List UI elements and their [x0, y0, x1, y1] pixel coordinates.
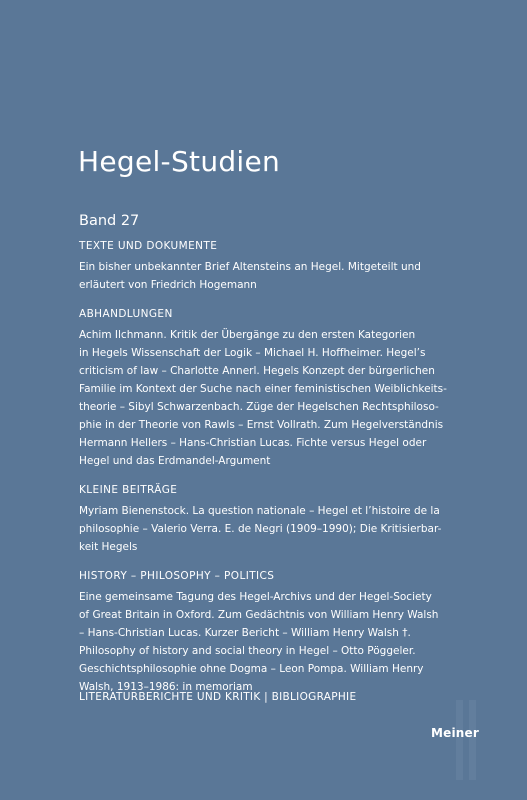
- contents-line: phie in der Theorie von Rawls – Ernst Vollrath. Zum Hegelverständnis: [79, 419, 444, 431]
- contents-line: of Great Britain in Oxford. Zum Gedächtnis von William Henry Walsh: [79, 609, 439, 621]
- contents-line: Achim Ilchmann. Kritik der Übergänge zu den ersten Kategorien: [79, 329, 416, 341]
- section-heading: ABHANDLUNGEN: [79, 308, 173, 320]
- contents-line: – Hans-Christian Lucas. Kurzer Bericht – William Henry Walsh †.: [79, 627, 411, 639]
- section-heading: HISTORY – PHILOSOPHY – POLITICS: [79, 570, 275, 582]
- book-title: Hegel-Studien: [78, 145, 281, 178]
- contents-line: theorie – Sibyl Schwarzenbach. Züge der Hegelschen Rechtsphiloso-: [79, 401, 439, 413]
- contents-line: Familie im Kontext der Suche nach einer feministischen Weiblichkeits-: [79, 383, 447, 395]
- section-abhandlungen: [79, 306, 499, 470]
- contents-line: philosophie – Valerio Verra. E. de Negri (1909–1990); Die Kritisierbar-: [79, 523, 442, 535]
- section-history-philosophy-politics: [79, 568, 499, 696]
- footer-sections: LITERATURBERICHTE UND KRITIK | BIBLIOGRAPHIE: [79, 691, 357, 703]
- contents-line: in Hegels Wissenschaft der Logik – Michael H. Hoffheimer. Hegel’s: [79, 347, 426, 359]
- contents-line: criticism of law – Charlotte Annerl. Hegels Konzept der bürgerlichen: [79, 365, 435, 377]
- contents-line: Ein bisher unbekannter Brief Altensteins an Hegel. Mitgeteilt und: [79, 261, 421, 273]
- contents-line: Hegel und das Erdmandel-Argument: [79, 455, 271, 467]
- publisher-logo: Meiner: [431, 726, 479, 740]
- table-of-contents: [79, 238, 499, 708]
- section-kleine-beitraege: [79, 482, 499, 556]
- section-heading: KLEINE BEITRÄGE: [79, 484, 178, 496]
- section-heading: TEXTE UND DOKUMENTE: [79, 240, 218, 252]
- contents-line: Geschichtsphilosophie ohne Dogma – Leon Pompa. William Henry: [79, 663, 424, 675]
- contents-line: Myriam Bienenstock. La question nationale – Hegel et l’histoire de la: [79, 505, 440, 517]
- contents-line: erläutert von Friedrich Hogemann: [79, 279, 257, 291]
- contents-line: Philosophy of history and social theory in Hegel – Otto Pöggeler.: [79, 645, 416, 657]
- watermark-bars-icon: [452, 700, 482, 780]
- section-texte-und-dokumente: [79, 238, 499, 294]
- contents-line: keit Hegels: [79, 541, 138, 553]
- contents-line: Eine gemeinsame Tagung des Hegel-Archivs und der Hegel-Society: [79, 591, 432, 603]
- contents-line: Hermann Hellers – Hans-Christian Lucas. Fichte versus Hegel oder: [79, 437, 427, 449]
- volume-number: Band 27: [79, 213, 140, 229]
- contents-line: Walsh, 1913–1986: in memoriam: [79, 681, 253, 693]
